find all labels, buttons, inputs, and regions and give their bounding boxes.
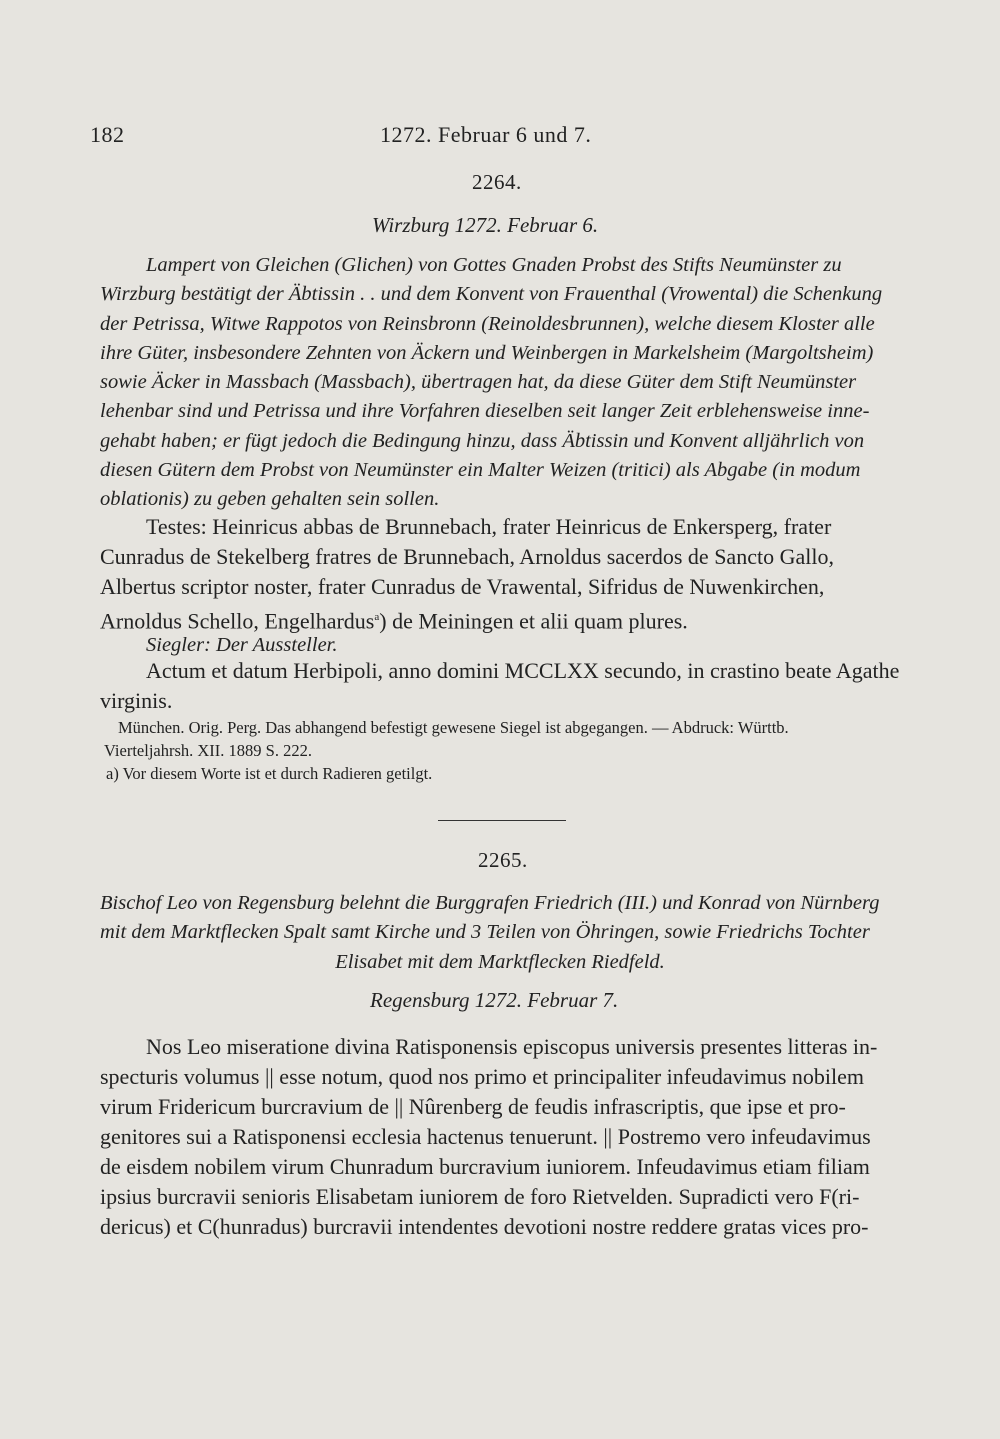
regest-line: sowie Äcker in Massbach (Massbach), übertragen hat, da diese Güter dem Stift Neumünster <box>100 371 857 394</box>
apparatus-notes <box>104 716 900 785</box>
regest <box>100 889 900 977</box>
actum-line: Actum et datum Herbipoli, anno domini MCCLXX secundo, in crastino beate Agathe <box>146 658 900 683</box>
regest-line: ihre Güter, insbesondere Zehnten von Äckern und Weinbergen in Markelsheim (Margoltsheim) <box>100 341 874 364</box>
actum-clause <box>100 656 900 716</box>
charter-line: virum Fridericum burcravium de || Nûrenberg de feudis infrascriptis, que ipse et pro- <box>100 1094 846 1119</box>
witness-line: Cunradus de Stekelberg fratres de Brunnebach, Arnoldus sacerdos de Sancto Gallo, <box>100 544 834 569</box>
regest-line: Elisabet mit dem Marktflecken Riedfeld. <box>335 950 665 973</box>
charter-line: dericus) et C(hunradus) burcravii intendentes devotioni nostre reddere gratas vices pro- <box>100 1214 869 1239</box>
document-number: 2265. <box>478 848 528 872</box>
seal-note: Siegler: Der Aussteller. <box>146 634 338 656</box>
source-note: Vierteljahrsh. XII. 1889 S. 222. <box>104 741 312 760</box>
witness-line: Testes: Heinricus abbas de Brunnebach, frater Heinricus de Enkersperg, frater <box>146 514 832 539</box>
regest-line: Bischof Leo von Regensburg belehnt die Burggrafen Friedrich (III.) und Konrad von Nürnberg <box>100 892 880 914</box>
charter-text <box>100 1032 900 1242</box>
actum-line: virginis. <box>100 688 173 713</box>
regest-line: gehabt haben; er fügt jedoch die Bedingung hinzu, dass Äbtissin und Konvent alljährlich von <box>100 429 865 452</box>
charter-line: ipsius burcravii senioris Elisabetam iuniorem de foro Rietvelden. Supradicti vero F(ri- <box>100 1184 860 1209</box>
regest <box>100 251 900 515</box>
dateline: Wirzburg 1272. Februar 6. <box>372 213 599 237</box>
document-number: 2264. <box>472 170 522 194</box>
charter-line: genitores sui a Ratisponensi ecclesia hactenus tenuerunt. || Postremo vero infeudavimus <box>100 1124 871 1149</box>
witness-list <box>100 512 900 636</box>
regest-line: Wirzburg bestätigt der Äbtissin . . und dem Konvent von Frauenthal (Vrowental) die Schenkung <box>100 283 883 306</box>
regest-line: mit dem Marktflecken Spalt samt Kirche und 3 Teilen von Öhringen, sowie Friedrichs Tochter <box>100 921 870 944</box>
source-note: München. Orig. Perg. Das abhangend befestigt gewesene Siegel ist abgegangen. — Abdruck: Württb. <box>118 718 789 737</box>
regest-line: oblationis) zu geben gehalten sein sollen. <box>100 488 440 511</box>
witness-text: ) de Meiningen et alii quam plures. <box>379 608 688 634</box>
section-divider <box>438 820 566 821</box>
regest-line: der Petrissa, Witwe Rappotos von Reinsbronn (Reinoldesbrunnen), welche diesem Kloster alle <box>100 312 875 335</box>
regest-line: lehenbar sind und Petrissa und ihre Vorfahren dieselben seit langer Zeit erblehensweise inne- <box>100 400 870 423</box>
footnote-marker: a <box>374 611 380 623</box>
charter-line: specturis volumus || esse notum, quod nos primo et principaliter infeudavimus nobilem <box>100 1064 865 1089</box>
charter-line: de eisdem nobilem virum Chunradum burcravium iuniorem. Infeudavimus etiam filiam <box>100 1154 870 1179</box>
regest-line: diesen Gütern dem Probst von Neumünster ein Malter Weizen (tritici) als Abgabe (in modum <box>100 459 861 482</box>
witness-text: Arnoldus Schello, Engelhardus <box>100 608 375 634</box>
regest-line: Lampert von Gleichen (Glichen) von Gottes Gnaden Probst des Stifts Neumünster zu <box>146 254 842 276</box>
footnote: a) Vor diesem Worte ist et durch Radieren getilgt. <box>106 764 433 783</box>
witness-line: Albertus scriptor noster, frater Cunradus de Vrawental, Sifridus de Nuwenkirchen, <box>100 574 825 599</box>
charter-line: Nos Leo miseratione divina Ratisponensis episcopus universis presentes litteras in- <box>146 1034 878 1059</box>
page-number: 182 <box>90 122 125 147</box>
dateline: Regensburg 1272. Februar 7. <box>370 988 619 1012</box>
running-head: 1272. Februar 6 und 7. <box>380 122 592 147</box>
